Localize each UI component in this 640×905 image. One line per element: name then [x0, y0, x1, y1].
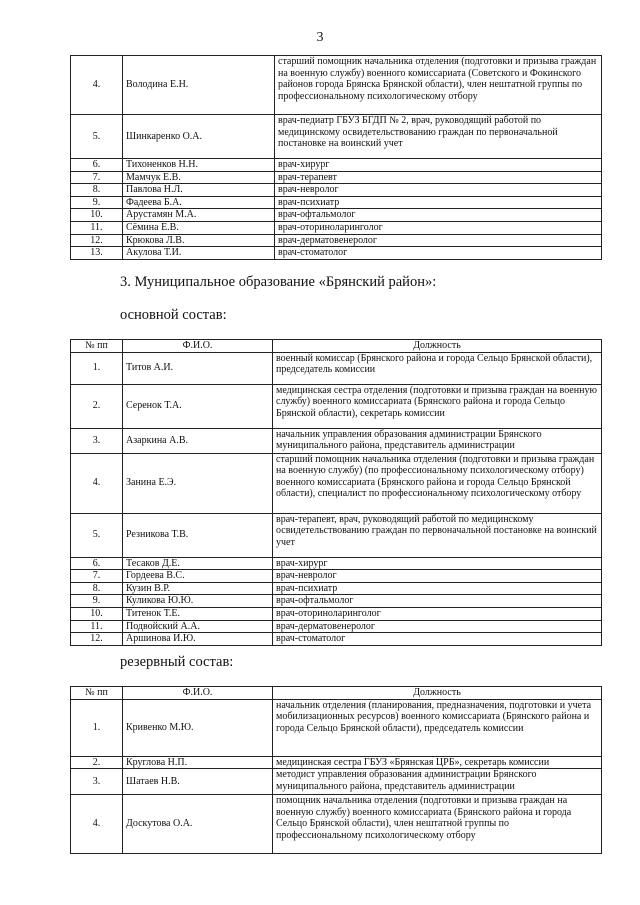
- table-row: 4. Занина Е.Э. старший помощник начальника отделения (подготовки и призыва граждан на военную службу) (по профессиональному психологическому отбору) военного комиссариата (Брянского района и города Сельцо Брянской области), специалист по профессиональному психологическому отбору: [71, 453, 602, 513]
- table-row: 2. Серенок Т.А. медицинская сестра отделения (подготовки и призыва граждан на военную службу) военного комиссариата (Брянского района и города Сельцо Брянской области), секретарь комиссии: [71, 384, 602, 428]
- table-row: 1. Кривенко М.Ю. начальник отделения (планирования, предназначения, подготовки и учета мобилизационных ресурсов) военного комиссариата (Брянского района и города Сельцо Брянской области), председатель комиссии: [71, 699, 602, 756]
- table-row: 12. Аршинова И.Ю. врач-стоматолог: [71, 633, 602, 646]
- table-row: 6. Тесаков Д.Е. врач-хирург: [71, 557, 602, 570]
- section-3-title: 3. Муниципальное образование «Брянский район»:: [120, 274, 437, 290]
- table-row: 3. Шатаев Н.В. методист управления образования администрации Брянского муниципального района, представитель администрации: [71, 769, 602, 795]
- main-composition-label: основной состав:: [120, 307, 227, 323]
- table-row: 11. Сёмина Е.В. врач-оториноларинголог: [71, 221, 602, 234]
- table-row: 4. Доскутова О.А. помощник начальника отделения (подготовки и призыва граждан на военную службу) военного комиссариата (Брянского района и города Сельцо Брянской области), член нештатной группы по профессиональному психологическому отбору: [71, 795, 602, 854]
- table-row: 8. Кузин В.Р. врач-психиатр: [71, 582, 602, 595]
- table-row: 1. Титов А.И. военный комиссар (Брянского района и города Сельцо Брянской области), председатель комиссии: [71, 352, 602, 384]
- table-row: 9. Фадеева Б.А. врач-психиатр: [71, 196, 602, 209]
- table-row: 13. Акулова Т.И. врач-стоматолог: [71, 247, 602, 260]
- page-number: 3: [316, 30, 324, 45]
- table-row: 5. Шинкаренко О.А. врач-педиатр ГБУЗ БГДП № 2, врач, руководящий работой по медицинскому освидетельствованию граждан по первоначальной постановке на воинский учет: [71, 115, 602, 159]
- table-row: 7. Гордеева В.С. врач-невролог: [71, 570, 602, 583]
- table-continuation: [70, 55, 602, 260]
- table-row: 7. Мамчук Е.В. врач-терапевт: [71, 171, 602, 184]
- table-row: 3. Азаркина А.В. начальник управления образования администрации Брянского муниципального района, представитель администрации: [71, 428, 602, 453]
- table-row: 5. Резникова Т.В. врач-терапевт, врач, руководящий работой по медицинскому освидетельствованию граждан по первоначальной постановке на воинский учет: [71, 513, 602, 557]
- table-row: 8. Павлова Н.Л. врач-невролог: [71, 184, 602, 197]
- table-row: 6. Тихоненков Н.Н. врач-хирург: [71, 159, 602, 172]
- table-main-composition: [70, 339, 602, 646]
- table-row: 9. Куликова Ю.Ю. врач-офтальмолог: [71, 595, 602, 608]
- table-row: 12. Крюкова Л.В. врач-дерматовенеролог: [71, 234, 602, 247]
- table-row: 10. Титенок Т.Е. врач-оториноларинголог: [71, 607, 602, 620]
- table-reserve-composition: [70, 686, 602, 854]
- table-row: 10. Арустамян М.А. врач-офтальмолог: [71, 209, 602, 222]
- table-row: 11. Подвойский А.А. врач-дерматовенеролог: [71, 620, 602, 633]
- table-header: № пп Ф.И.О. Должность: [71, 687, 602, 700]
- reserve-composition-label: резервный состав:: [120, 654, 234, 670]
- table-header: № пп Ф.И.О. Должность: [71, 340, 602, 353]
- table-row: 4. Володина Е.Н. старший помощник начальника отделения (подготовки и призыва граждан на военную службу) военного комиссариата (Советского и Фокинского районов города Брянска Брянской области), член нештатной группы по профессиональному психологическому отбору: [71, 56, 602, 115]
- table-row: 2. Круглова Н.П. медицинская сестра ГБУЗ «Брянская ЦРБ», секретарь комиссии: [71, 756, 602, 769]
